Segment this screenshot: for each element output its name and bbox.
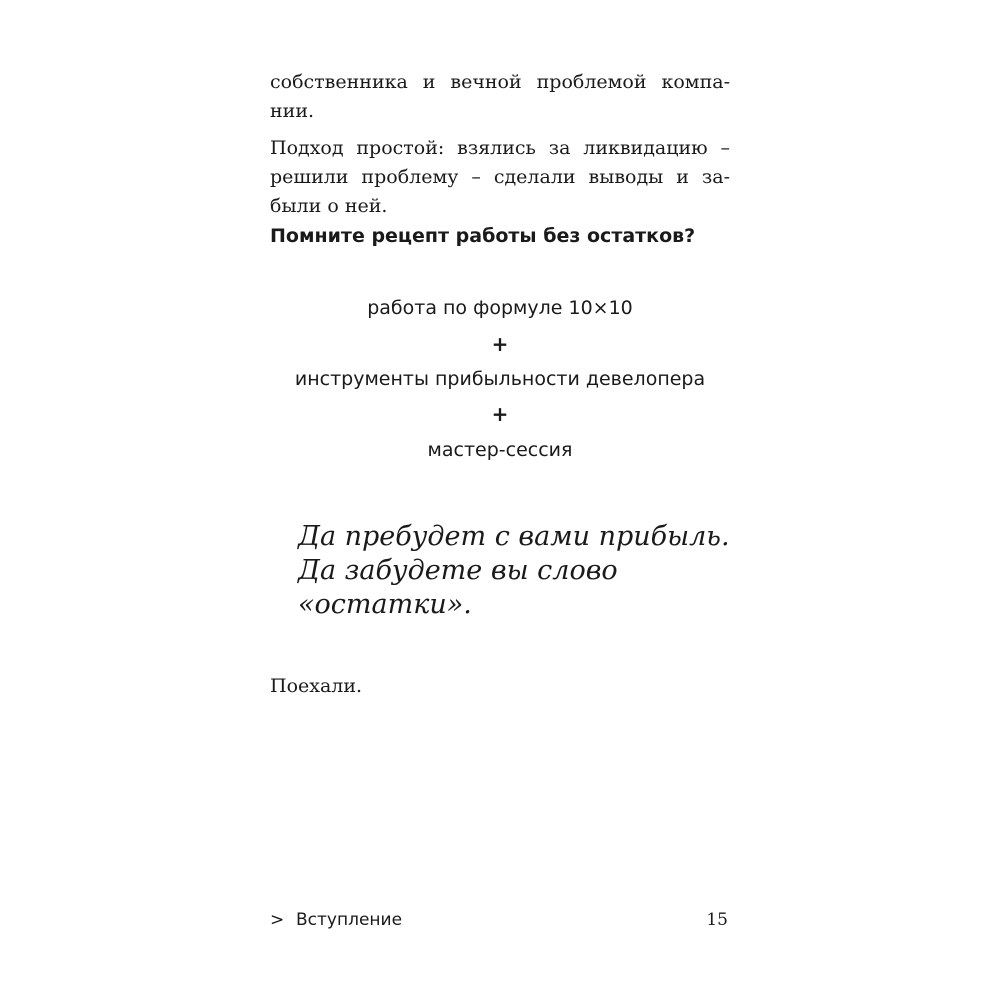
italic-quote	[298, 520, 730, 622]
paragraph-continuation	[270, 68, 730, 126]
text-line: Подход простой: взялись за ликвидацию –	[270, 137, 730, 159]
text-line: собственника и вечной проблемой компа-	[270, 71, 730, 93]
chevron-right-icon: >	[270, 910, 285, 930]
formula-term-2: инструменты прибыльности девелопера	[294, 368, 706, 390]
closing-line: Поехали.	[270, 675, 363, 697]
section-title: Вступление	[296, 910, 403, 930]
quote-line: «остатки».	[298, 589, 472, 620]
formula-term-3: мастер-сессия	[427, 439, 573, 461]
quote-line: Да пребудет с вами прибыль.	[298, 521, 730, 552]
formula-plus-1: +	[491, 332, 509, 356]
text-line: решили проблему – сделали выводы и за-	[270, 166, 730, 188]
formula-plus-2: +	[491, 402, 509, 426]
book-page	[270, 0, 730, 1000]
text-line: нии.	[270, 100, 315, 122]
page-footer	[270, 906, 730, 934]
text-line: были о ней.	[270, 195, 388, 217]
page-number: 15	[706, 910, 728, 930]
paragraph-approach	[270, 134, 730, 221]
quote-line: Да забудете вы слово	[298, 555, 618, 586]
recipe-heading: Помните рецепт работы без остатков?	[270, 225, 696, 247]
formula-term-1: работа по формуле 10×10	[367, 297, 633, 319]
